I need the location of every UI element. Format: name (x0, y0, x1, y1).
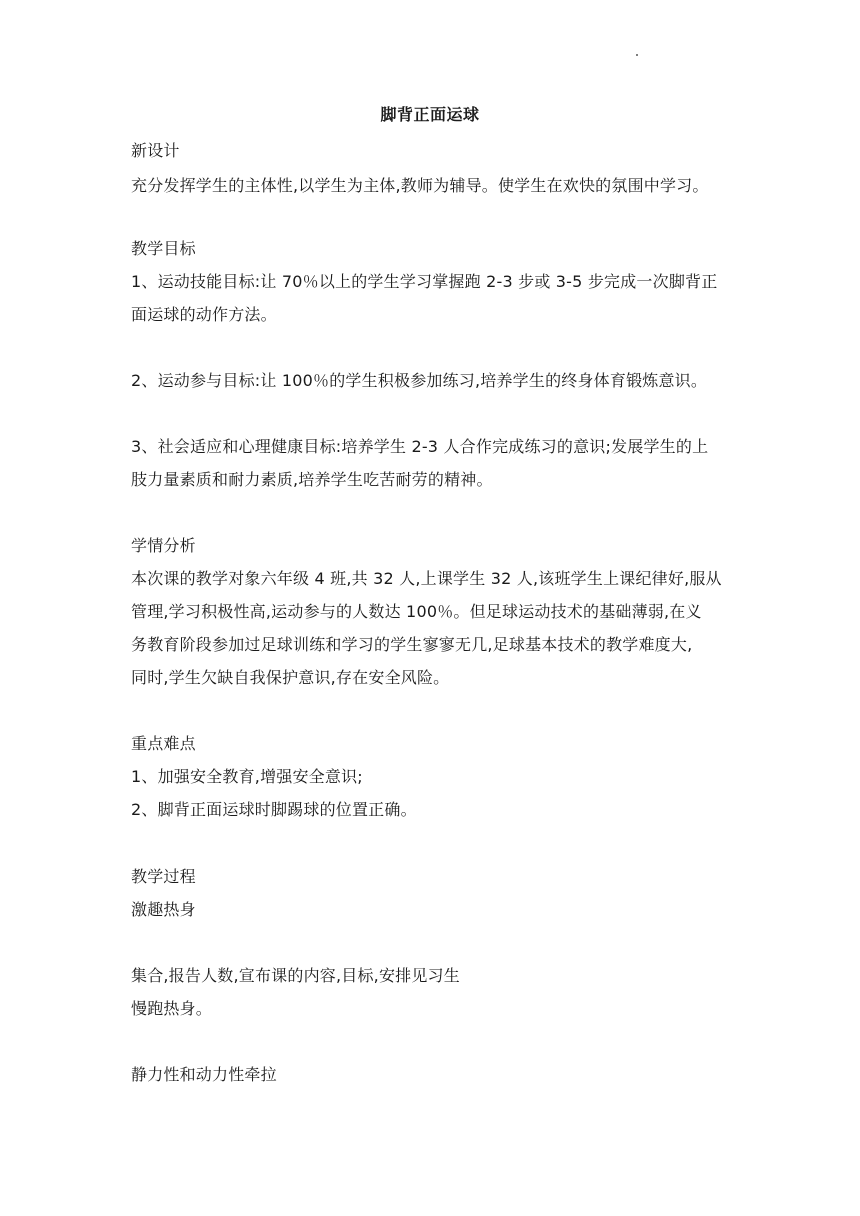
paragraph-line: 慢跑热身。 (131, 999, 213, 1018)
paragraph-line: 管理,学习积极性高,运动参与的人数达 100％。但足球运动技术的基础薄弱,在义 (131, 602, 702, 621)
corner-dot (636, 54, 638, 56)
paragraph-line: 1、运动技能目标:让 70％以上的学生学习掌握跑 2-3 步或 3-5 步完成一次脚背正 (131, 272, 718, 291)
subheading-stretching: 静力性和动力性牵拉 (131, 1065, 277, 1084)
paragraph-line: 本次课的教学对象六年级 4 班,共 32 人,上课学生 32 人,该班学生上课纪律好,服从 (131, 569, 722, 588)
section-heading-key-points: 重点难点 (131, 734, 196, 753)
paragraph-line: 充分发挥学生的主体性,以学生为主体,教师为辅导。使学生在欢快的氛围中学习。 (131, 176, 709, 195)
paragraph-line: 肢力量素质和耐力素质,培养学生吃苦耐劳的精神。 (131, 470, 493, 489)
paragraph-line: 3、社会适应和心理健康目标:培养学生 2-3 人合作完成练习的意识;发展学生的上 (131, 437, 709, 456)
subheading-warmup: 激趣热身 (131, 900, 196, 919)
paragraph-line: 2、运动参与目标:让 100％的学生积极参加练习,培养学生的终身体育锻炼意识。 (131, 371, 708, 390)
paragraph-line: 1、加强安全教育,增强安全意识; (131, 767, 363, 786)
section-heading-process: 教学过程 (131, 867, 196, 886)
section-heading-new-design: 新设计 (131, 141, 180, 160)
paragraph-line: 集合,报告人数,宣布课的内容,目标,安排见习生 (131, 966, 460, 985)
paragraph-line: 面运球的动作方法。 (131, 305, 277, 324)
paragraph-line: 2、脚背正面运球时脚踢球的位置正确。 (131, 800, 417, 819)
paragraph-line: 同时,学生欠缺自我保护意识,存在安全风险。 (131, 668, 450, 687)
section-heading-analysis: 学情分析 (131, 536, 196, 555)
document-title: 脚背正面运球 (380, 105, 480, 124)
section-heading-objectives: 教学目标 (131, 239, 196, 258)
paragraph-line: 务教育阶段参加过足球训练和学习的学生寥寥无几,足球基本技术的教学难度大, (131, 635, 693, 654)
